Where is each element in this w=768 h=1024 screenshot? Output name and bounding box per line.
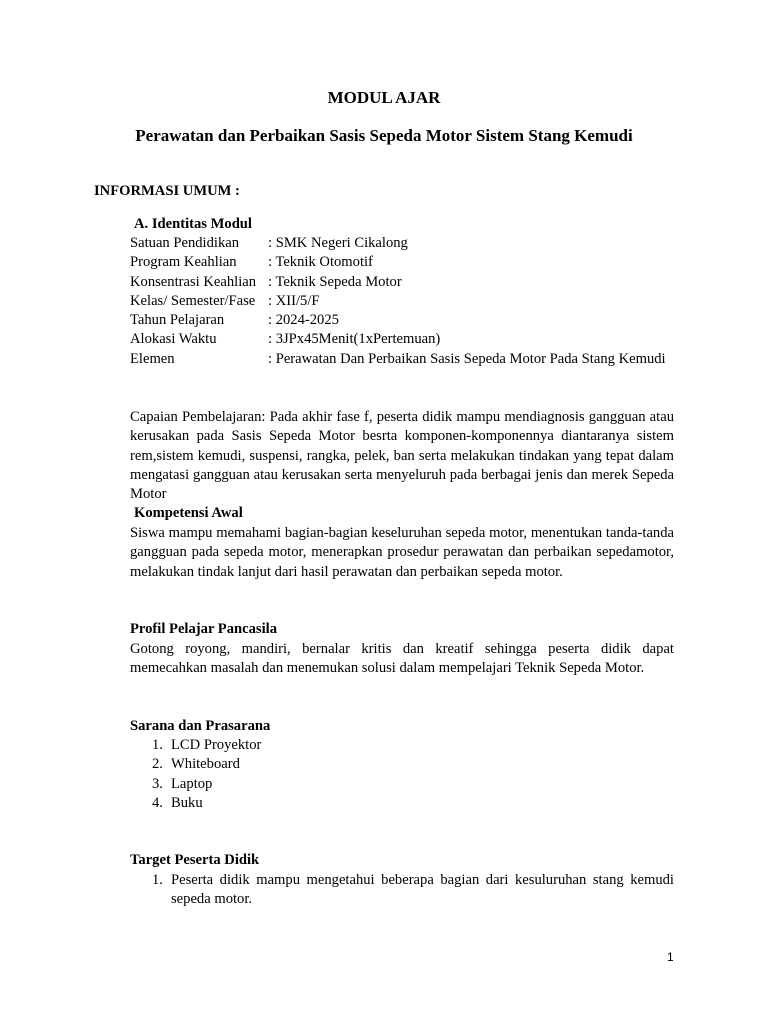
list-text: LCD Proyektor bbox=[171, 737, 262, 753]
list-item bbox=[130, 871, 674, 910]
target-list bbox=[130, 871, 674, 910]
sarana-list bbox=[130, 736, 674, 813]
list-item bbox=[130, 775, 674, 794]
row-label: Tahun Pelajaran bbox=[130, 312, 225, 329]
sarana-heading: Sarana dan Prasarana bbox=[130, 718, 271, 734]
page-number: 1 bbox=[667, 950, 674, 964]
document-title: MODUL AJAR bbox=[327, 88, 441, 107]
row-label: Satuan Pendidikan bbox=[130, 235, 240, 251]
row-label: Alokasi Waktu bbox=[130, 331, 217, 348]
row-label: Kelas/ Semester/Fase bbox=[130, 292, 256, 309]
target-heading: Target Peserta Didik bbox=[130, 852, 260, 868]
identitas-row bbox=[130, 253, 675, 272]
row-label: Program Keahlian bbox=[130, 254, 237, 271]
kompetensi-paragraph: Siswa mampu memahami bagian-bagian keseluruhan sepeda motor, menentukan tanda-tanda gangguan pada sepeda motor, menerapkan prosedur perawatan dan perbaikan sepedamotor, melakukan tindak lanjut dari hasil perawatan dan perbaikan sepeda motor. bbox=[130, 525, 674, 580]
row-label: Elemen bbox=[130, 350, 175, 367]
row-value: : XII/5/F bbox=[268, 292, 320, 309]
identitas-row bbox=[130, 330, 675, 349]
info-heading: INFORMASI UMUM : bbox=[94, 183, 240, 199]
row-value: : Teknik Otomotif bbox=[268, 254, 373, 271]
profil-paragraph: Gotong royong, mandiri, bernalar kritis dan kreatif sehingga peserta didik dapat memecahkan masalah dan menemukan solusi dalam mempelajari Teknik Sepeda Motor. bbox=[130, 641, 674, 677]
list-text: Whiteboard bbox=[171, 756, 240, 773]
list-item bbox=[130, 794, 674, 813]
profil-heading: Profil Pelajar Pancasila bbox=[130, 621, 277, 637]
list-number: 4. bbox=[152, 794, 163, 811]
list-text: Laptop bbox=[171, 775, 213, 792]
identitas-row bbox=[130, 292, 675, 311]
list-number: 2. bbox=[152, 756, 163, 773]
list-text: Buku bbox=[171, 794, 203, 811]
list-number: 1. bbox=[152, 872, 163, 888]
kompetensi-heading: Kompetensi Awal bbox=[134, 505, 243, 521]
list-text: Peserta didik mampu mengetahui beberapa bagian dari kesuluruhan stang kemudi sepeda motor. bbox=[171, 872, 674, 908]
document-subtitle: Perawatan dan Perbaikan Sasis Sepeda Motor Sistem Stang Kemudi bbox=[135, 126, 633, 145]
row-value: : Teknik Sepeda Motor bbox=[268, 273, 402, 290]
list-number: 1. bbox=[152, 737, 163, 753]
row-value: : Perawatan Dan Perbaikan Sasis Sepeda Motor Pada Stang Kemudi bbox=[268, 350, 666, 367]
list-item bbox=[130, 736, 674, 755]
row-value: : 3JPx45Menit(1xPertemuan) bbox=[268, 331, 441, 348]
capaian-paragraph: Capaian Pembelajaran: Pada akhir fase f, peserta didik mampu mendiagnosis gangguan atau kerusakan pada Sasis Sepeda Motor besrta komponen-komponennya diantaranya sistem rem,sistem kemudi, suspensi, rangka, pelek, ban serta melakukan tindakan yang tepat dalam mengatasi gangguan atau kerusakan serta menyeluruh pada berbagai jenis dan merek Sepeda Motor bbox=[130, 409, 674, 503]
row-value: : SMK Negeri Cikalong bbox=[268, 235, 408, 251]
row-label: Konsentrasi Keahlian bbox=[130, 273, 257, 290]
identitas-table bbox=[130, 234, 675, 388]
identitas-heading: A. Identitas Modul bbox=[134, 216, 252, 232]
list-item bbox=[130, 755, 674, 774]
identitas-row bbox=[130, 311, 675, 330]
identitas-row bbox=[130, 273, 675, 292]
list-number: 3. bbox=[152, 775, 163, 792]
identitas-row bbox=[130, 350, 675, 389]
row-value: : 2024-2025 bbox=[268, 312, 339, 329]
identitas-row bbox=[130, 234, 675, 253]
